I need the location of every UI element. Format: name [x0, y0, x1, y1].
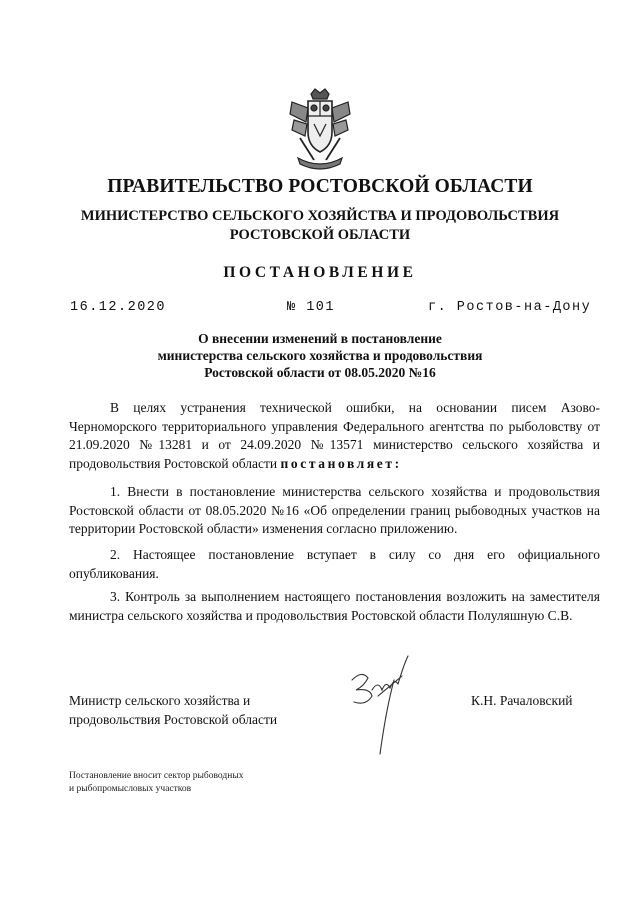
signer-name: К.Н. Рачаловский	[471, 693, 573, 708]
coat-of-arms-icon	[286, 88, 354, 170]
handwritten-signature	[342, 650, 422, 762]
ministry-name-line-1: МИНИСТЕРСТВО СЕЛЬСКОГО ХОЗЯЙСТВА И ПРОДОВОЛЬСТВИЯ	[80, 208, 560, 224]
document-type: ПОСТАНОВЛЕНИЕ	[223, 264, 417, 281]
subject-line-3: Ростовской области от 08.05.2020 №16	[204, 365, 436, 380]
clause-1: 1. Внести в постановление министерства сельского хозяйства и продовольствия Ростовской области от 08.05.2020 №16 «Об определении границ рыбоводных участков на территории Ростовской области» изменения согласно приложению.	[69, 484, 600, 537]
resolves-keyword: постановляет:	[280, 455, 402, 471]
subject-line-1: О внесении изменений в постановление	[198, 331, 442, 346]
government-title: ПРАВИТЕЛЬСТВО РОСТОВСКОЙ ОБЛАСТИ	[107, 176, 533, 197]
preamble-paragraph	[69, 399, 600, 473]
clause-3: 3. Контроль за выполнением настоящего постановления возложить на заместителя министра сельского хозяйства и продовольствия Ростовской области Полуляшную С.В.	[69, 589, 600, 623]
footnote-line-1: Постановление вносит сектор рыбоводных	[69, 771, 244, 781]
signer-position-line-2: продовольствия Ростовской области	[69, 712, 278, 727]
clause-2: 2. Настоящее постановление вступает в силу со дня его официального опубликования.	[69, 547, 600, 581]
footnote-line-2: и рыбопромысловых участков	[69, 784, 192, 794]
footnote	[69, 770, 243, 796]
preamble-text: В целях устранения технической ошибки, на основании писем Азово-Черноморского территориального управления Федерального агентства по рыболовству от 21.09.2020 №13281 и от 24.09.2020 №13571 министерство сельского хозяйства и продовольствия Ростовской области	[69, 400, 600, 471]
signer-position	[69, 691, 277, 729]
document-date: 16.12.2020	[70, 300, 167, 315]
ministry-name-line-2: РОСТОВСКОЙ ОБЛАСТИ	[229, 227, 411, 243]
document-city: г. Ростов-на-Дону	[428, 300, 592, 315]
signer-position-line-1: Министр сельского хозяйства и	[69, 693, 251, 708]
subject-line-2: министерства сельского хозяйства и продовольствия	[157, 348, 483, 363]
document-number: № 101	[287, 300, 336, 315]
